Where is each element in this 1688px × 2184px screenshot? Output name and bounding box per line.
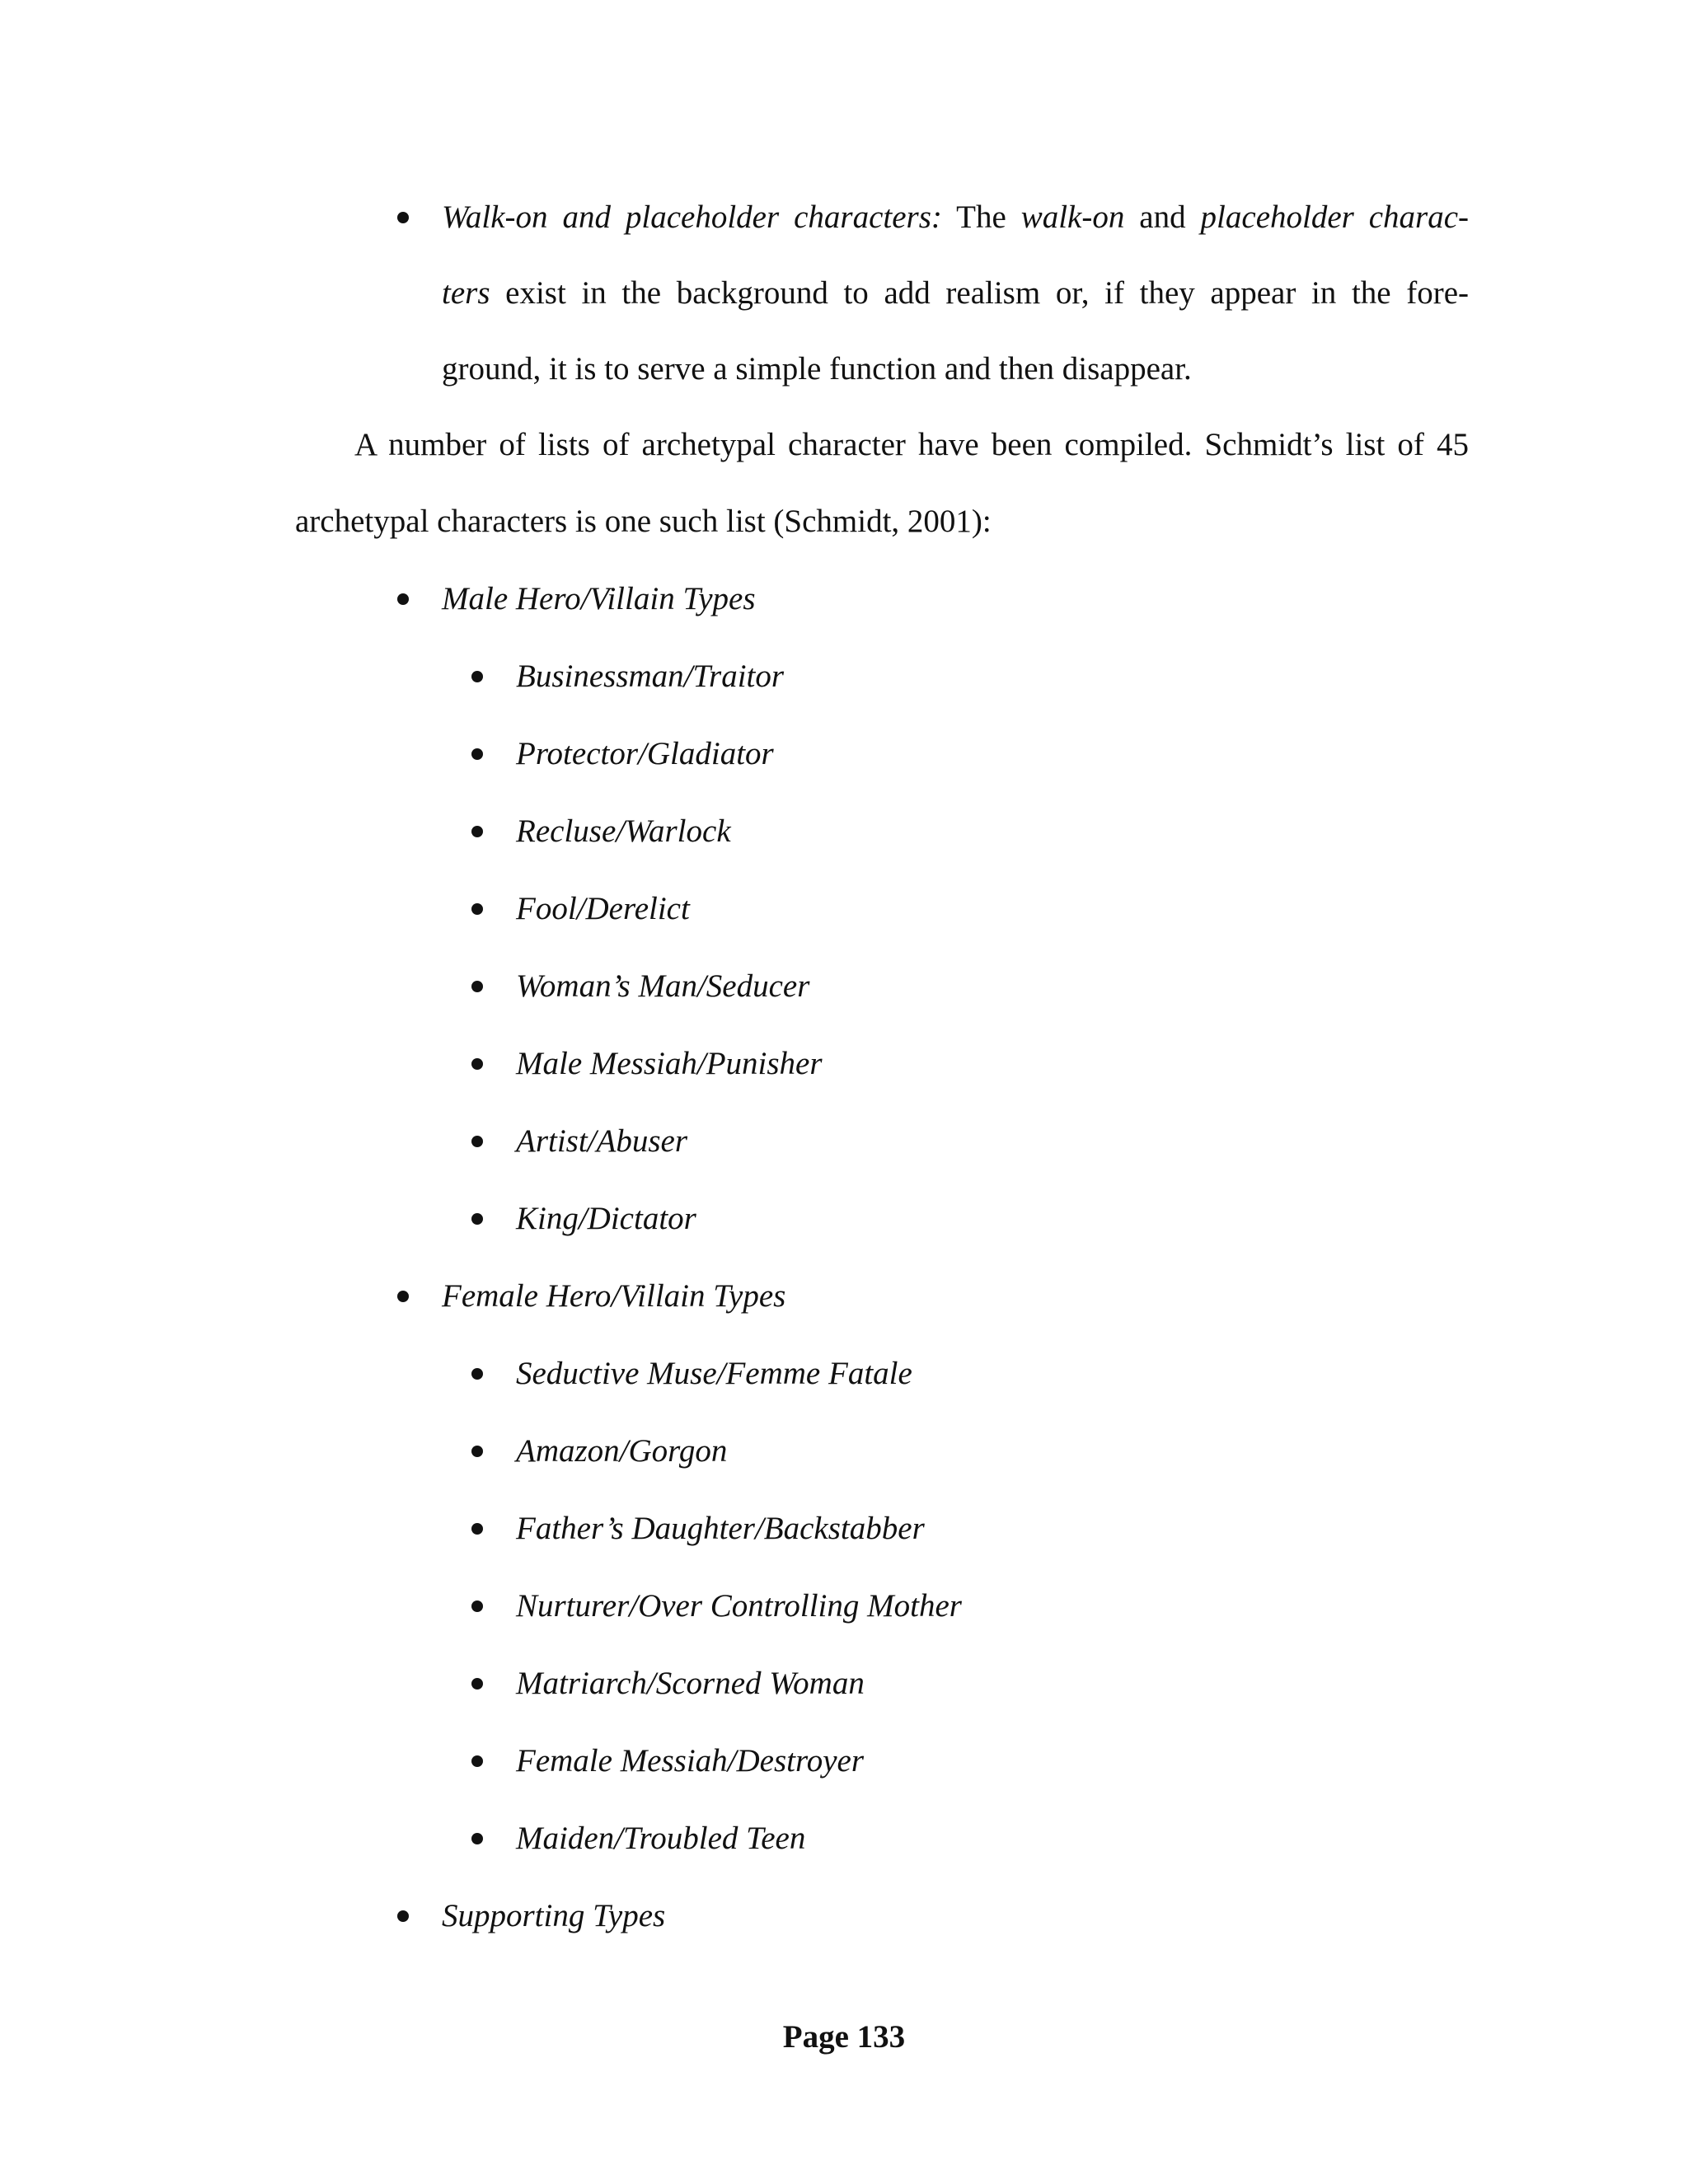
- first-bullet-line-3: ground, it is to serve a simple function and then disappear.: [442, 351, 1192, 387]
- list-item: Businessman/Traitor: [516, 658, 785, 694]
- first-bullet-line-2-rest: exist in the background to add realism or, if they appear in the fore-: [505, 275, 1470, 311]
- word-the: The: [956, 199, 1006, 235]
- bullet-icon: [397, 1910, 409, 1922]
- bullet-icon: [471, 1368, 483, 1380]
- group-title-supporting: Supporting Types: [442, 1898, 666, 1933]
- page-number: Page 133: [782, 2019, 906, 2055]
- bullet-icon: [471, 671, 483, 682]
- list-item: Matriarch/Scorned Woman: [516, 1666, 865, 1701]
- bullet-icon: [471, 1213, 483, 1225]
- list-item: King/Dictator: [516, 1201, 696, 1236]
- bullet-icon: [471, 1136, 483, 1147]
- term-walk-on: walk-on: [1020, 199, 1125, 235]
- list-item: Male Messiah/Punisher: [516, 1046, 823, 1081]
- list-item: Nurturer/Over Controlling Mother: [516, 1588, 962, 1624]
- term-walk-on-placeholder: Walk-on and placeholder characters:: [442, 199, 942, 235]
- list-item: Amazon/Gorgon: [516, 1433, 728, 1469]
- list-item: Protector/Gladiator: [516, 736, 774, 771]
- bullet-icon: [471, 1755, 483, 1767]
- word-and: and: [1139, 199, 1186, 235]
- list-item: Artist/Abuser: [516, 1123, 688, 1159]
- bullet-icon: [471, 1446, 483, 1457]
- bullet-icon: [471, 1601, 483, 1612]
- bullet-icon: [397, 1291, 409, 1302]
- first-bullet-line-1: [442, 198, 1469, 237]
- bullet-icon: [397, 593, 409, 605]
- list-item: Fool/Derelict: [516, 891, 690, 926]
- paragraph-line-2: archetypal characters is one such list (Schmidt, 2001):: [295, 504, 992, 539]
- bullet-icon: [471, 748, 483, 760]
- list-item: Father’s Daughter/Backstabber: [516, 1511, 925, 1546]
- bullet-icon: [471, 1523, 483, 1535]
- bullet-icon: [471, 1678, 483, 1690]
- group-title-male: Male Hero/Villain Types: [442, 581, 756, 616]
- list-item: Woman’s Man/Seducer: [516, 968, 810, 1004]
- bullet-icon: [471, 903, 483, 915]
- term-placeholder-charac: placeholder charac-: [1200, 199, 1470, 235]
- list-item: Female Messiah/Destroyer: [516, 1743, 865, 1779]
- list-item: Seductive Muse/Femme Fatale: [516, 1356, 912, 1391]
- list-item: Recluse/Warlock: [516, 813, 731, 849]
- bullet-icon: [471, 981, 483, 992]
- group-title-female: Female Hero/Villain Types: [442, 1278, 786, 1314]
- paragraph-line-1: A number of lists of archetypal character have been compiled. Schmidt’s list of 45: [354, 427, 1469, 462]
- term-ters: ters: [442, 275, 490, 311]
- bullet-icon: [471, 1833, 483, 1844]
- bullet-icon: [471, 826, 483, 837]
- first-bullet-line-2: [442, 274, 1469, 313]
- bullet-icon: [471, 1058, 483, 1070]
- list-item: Maiden/Troubled Teen: [516, 1821, 806, 1856]
- bullet-icon: [397, 212, 409, 223]
